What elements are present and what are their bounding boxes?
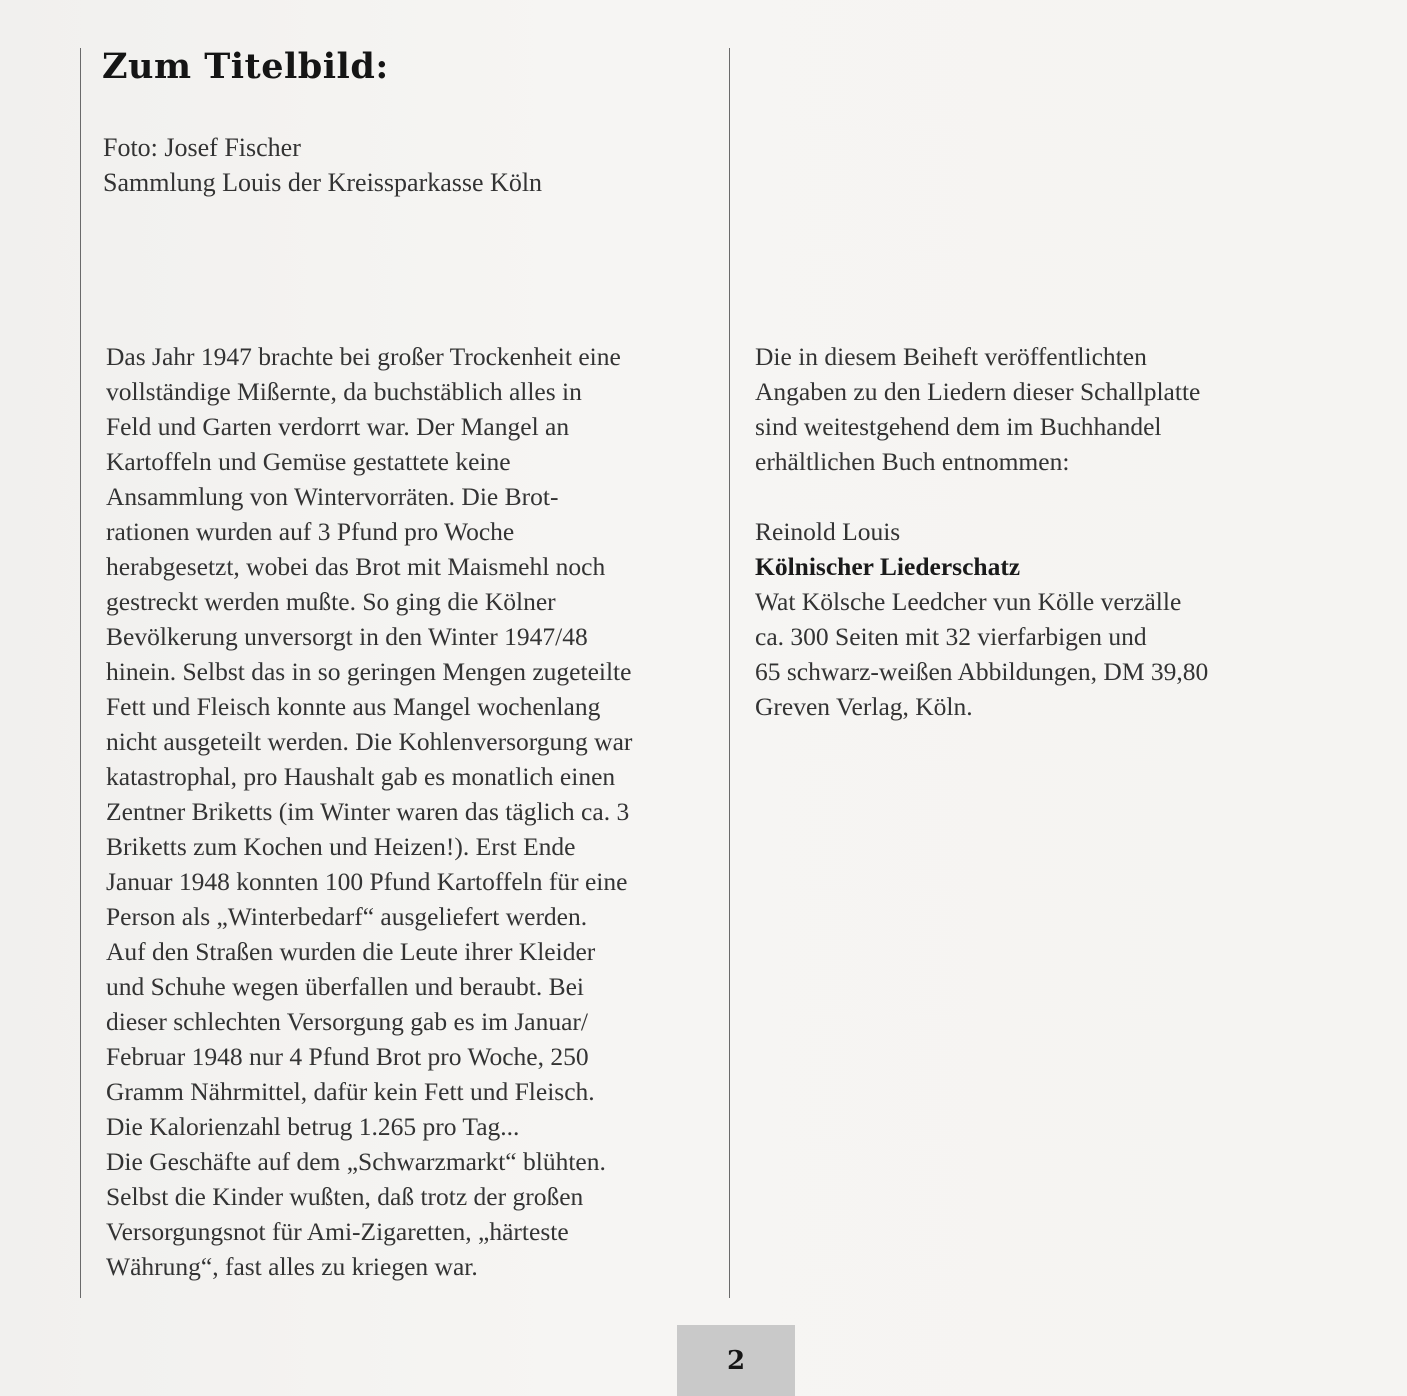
story-line: Fett und Fleisch konnte aus Mangel wochenlang bbox=[106, 692, 601, 721]
book-subtitle: Wat Kölsche Leedcher vun Kölle verzälle bbox=[755, 587, 1182, 616]
story-line: Zentner Briketts (im Winter waren das täglich ca. 3 bbox=[106, 797, 630, 826]
page-heading: Zum Titelbild: bbox=[102, 46, 389, 87]
column-divider-rule bbox=[729, 48, 730, 1298]
story-line: herabgesetzt, wobei das Brot mit Maismehl noch bbox=[106, 552, 606, 581]
source-info-column bbox=[755, 339, 1315, 724]
book-details: 65 schwarz-weißen Abbildungen, DM 39,80 bbox=[755, 657, 1209, 686]
source-intro-line: Angaben zu den Liedern dieser Schallplatte bbox=[755, 377, 1201, 406]
story-line: Kartoffeln und Gemüse gestattete keine bbox=[106, 447, 511, 476]
story-line: dieser schlechten Versorgung gab es im Januar/ bbox=[106, 1007, 589, 1036]
story-line: Feld und Garten verdorrt war. Der Mangel an bbox=[106, 412, 570, 441]
story-line: und Schuhe wegen überfallen und beraubt. Bei bbox=[106, 972, 584, 1001]
credit-line-collection: Sammlung Louis der Kreissparkasse Köln bbox=[103, 168, 543, 197]
story-line: vollständige Mißernte, da buchstäblich alles in bbox=[106, 377, 582, 406]
credit-line-photographer: Foto: Josef Fischer bbox=[103, 133, 301, 162]
story-line: Die Geschäfte auf dem „Schwarzmarkt“ blühten. bbox=[106, 1147, 606, 1176]
story-text-column bbox=[106, 339, 721, 1284]
book-author: Reinold Louis bbox=[755, 517, 901, 546]
story-line: Gramm Nährmittel, dafür kein Fett und Fleisch. bbox=[106, 1077, 595, 1106]
story-line: Briketts zum Kochen und Heizen!). Erst Ende bbox=[106, 832, 576, 861]
source-intro-line: erhältlichen Buch entnommen: bbox=[755, 447, 1070, 476]
page-number: 2 bbox=[726, 1345, 746, 1376]
story-line: Auf den Straßen wurden die Leute ihrer Kleider bbox=[106, 937, 596, 966]
story-line: Februar 1948 nur 4 Pfund Brot pro Woche, 250 bbox=[106, 1042, 589, 1071]
book-publisher: Greven Verlag, Köln. bbox=[755, 692, 973, 721]
story-line: katastrophal, pro Haushalt gab es monatlich einen bbox=[106, 762, 616, 791]
photo-credits bbox=[103, 130, 542, 200]
story-line: Selbst die Kinder wußten, daß trotz der großen bbox=[106, 1182, 584, 1211]
story-line: Die Kalorienzahl betrug 1.265 pro Tag... bbox=[106, 1112, 520, 1141]
story-line: Ansammlung von Wintervorräten. Die Brot- bbox=[106, 482, 559, 511]
story-line: gestreckt werden mußte. So ging die Kölner bbox=[106, 587, 556, 616]
story-line: Januar 1948 konnten 100 Pfund Kartoffeln für eine bbox=[106, 867, 628, 896]
book-title: Kölnischer Liederschatz bbox=[755, 552, 1021, 581]
spacer bbox=[755, 479, 1315, 514]
left-margin-rule bbox=[80, 48, 81, 1298]
story-line: Bevölkerung unversorgt in den Winter 1947/48 bbox=[106, 622, 588, 651]
story-line: rationen wurden auf 3 Pfund pro Woche bbox=[106, 517, 515, 546]
source-intro-line: sind weitestgehend dem im Buchhandel bbox=[755, 412, 1162, 441]
story-line: Versorgungsnot für Ami-Zigaretten, „härteste bbox=[106, 1217, 569, 1246]
book-details: ca. 300 Seiten mit 32 vierfarbigen und bbox=[755, 622, 1147, 651]
story-line: hinein. Selbst das in so geringen Mengen zugeteilte bbox=[106, 657, 632, 686]
story-line: Währung“, fast alles zu kriegen war. bbox=[106, 1252, 478, 1281]
page-number-box bbox=[677, 1325, 795, 1396]
story-line: Person als „Winterbedarf“ ausgeliefert werden. bbox=[106, 902, 588, 931]
source-intro-line: Die in diesem Beiheft veröffentlichten bbox=[755, 342, 1147, 371]
story-line: Das Jahr 1947 brachte bei großer Trockenheit eine bbox=[106, 342, 621, 371]
story-line: nicht ausgeteilt werden. Die Kohlenversorgung war bbox=[106, 727, 633, 756]
